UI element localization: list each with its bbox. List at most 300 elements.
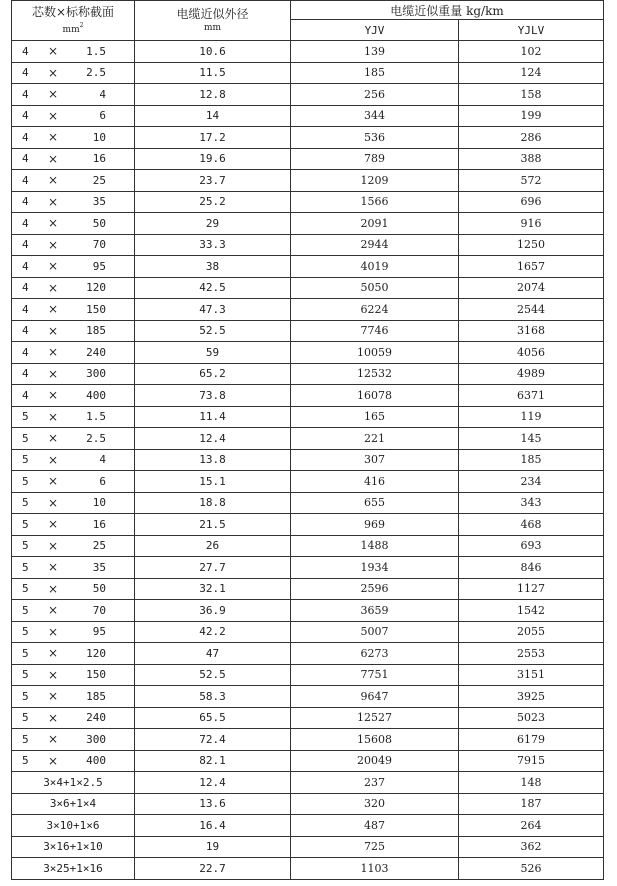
section-area: 120 (86, 646, 106, 660)
core-section-group (12, 471, 134, 492)
section-area: 10 (92, 130, 106, 144)
section-area: 35 (92, 195, 106, 209)
cell-outer-diameter: 14 (135, 105, 291, 127)
section-area: 300 (86, 367, 106, 381)
cell-yjv-weight: 5050 (291, 277, 459, 299)
times-icon: × (47, 302, 59, 317)
table-row (12, 363, 604, 385)
table-row (12, 707, 604, 729)
times-icon: × (47, 151, 59, 166)
cell-yjv-weight: 2944 (291, 234, 459, 256)
times-icon: × (47, 646, 59, 661)
core-section-group (12, 299, 134, 320)
cell-outer-diameter: 32.1 (135, 578, 291, 600)
cell-yjv-weight: 1934 (291, 557, 459, 579)
times-icon: × (47, 517, 59, 532)
core-count: 5 (22, 560, 29, 574)
cell-yjv-weight: 9647 (291, 686, 459, 708)
cell-outer-diameter: 33.3 (135, 234, 291, 256)
cell-outer-diameter: 22.7 (135, 858, 291, 880)
table-row (12, 299, 604, 321)
cell-yjlv-weight: 3151 (459, 664, 604, 686)
cell-outer-diameter: 23.7 (135, 170, 291, 192)
cell-outer-diameter: 52.5 (135, 320, 291, 342)
cell-yjlv-weight: 199 (459, 105, 604, 127)
table-row (12, 277, 604, 299)
cell-yjv-weight: 487 (291, 815, 459, 837)
core-section-group (12, 170, 134, 191)
core-section-group (12, 63, 134, 84)
cell-core-section: 3×16+1×10 (12, 836, 135, 858)
cell-core-section (12, 127, 135, 149)
cell-outer-diameter: 13.6 (135, 793, 291, 815)
section-area: 16 (92, 517, 106, 531)
core-count: 4 (22, 345, 29, 359)
section-area: 6 (99, 109, 106, 123)
cell-outer-diameter: 12.4 (135, 772, 291, 794)
section-area: 185 (86, 324, 106, 338)
core-section-group (12, 407, 134, 428)
cell-yjlv-weight: 5023 (459, 707, 604, 729)
core-section-group (12, 729, 134, 750)
cell-yjv-weight: 1566 (291, 191, 459, 213)
cell-core-section (12, 320, 135, 342)
core-count: 5 (22, 646, 29, 660)
cell-core-section: 3×4+1×2.5 (12, 772, 135, 794)
section-area: 2.5 (86, 66, 106, 80)
cell-core-section (12, 600, 135, 622)
cell-yjv-weight: 139 (291, 41, 459, 63)
cell-core-section (12, 170, 135, 192)
cell-core-section (12, 406, 135, 428)
cell-outer-diameter: 29 (135, 213, 291, 235)
cell-core-section (12, 621, 135, 643)
cell-yjv-weight: 655 (291, 492, 459, 514)
cell-outer-diameter: 36.9 (135, 600, 291, 622)
cell-yjv-weight: 344 (291, 105, 459, 127)
cell-yjv-weight: 320 (291, 793, 459, 815)
cell-yjlv-weight: 388 (459, 148, 604, 170)
cell-outer-diameter: 11.5 (135, 62, 291, 84)
core-section-group (12, 106, 134, 127)
times-icon: × (47, 194, 59, 209)
header-yjv: YJV (291, 20, 459, 41)
core-section-group (12, 192, 134, 213)
times-icon: × (47, 624, 59, 639)
core-count: 4 (22, 44, 29, 58)
core-section-group (12, 364, 134, 385)
cell-core-section (12, 578, 135, 600)
cell-yjv-weight: 6224 (291, 299, 459, 321)
cell-yjlv-weight: 696 (459, 191, 604, 213)
cell-yjv-weight: 221 (291, 428, 459, 450)
section-area: 2.5 (86, 431, 106, 445)
header-core-label: 芯数×标称截面 (31, 4, 115, 19)
cable-spec-table (11, 0, 604, 880)
cell-yjv-weight: 1103 (291, 858, 459, 880)
cell-core-section (12, 643, 135, 665)
core-count: 5 (22, 603, 29, 617)
core-section-group (12, 579, 134, 600)
cell-core-section (12, 471, 135, 493)
table-row (12, 815, 604, 837)
core-count: 5 (22, 474, 29, 488)
table-body (12, 41, 604, 880)
core-count: 4 (22, 87, 29, 101)
cell-core-section (12, 514, 135, 536)
times-icon: × (47, 345, 59, 360)
cell-yjlv-weight: 572 (459, 170, 604, 192)
cell-yjlv-weight: 6371 (459, 385, 604, 407)
section-area: 50 (92, 582, 106, 596)
core-count: 4 (22, 367, 29, 381)
core-section-group (12, 428, 134, 449)
section-area: 150 (86, 668, 106, 682)
section-area: 4 (99, 87, 106, 101)
section-area: 4 (99, 453, 106, 467)
times-icon: × (47, 474, 59, 489)
cell-outer-diameter: 12.8 (135, 84, 291, 106)
table-row (12, 471, 604, 493)
core-count: 4 (22, 66, 29, 80)
core-section-group (12, 557, 134, 578)
section-area: 35 (92, 560, 106, 574)
times-icon: × (47, 44, 59, 59)
cell-yjlv-weight: 2074 (459, 277, 604, 299)
cell-core-section (12, 750, 135, 772)
cell-core-section (12, 428, 135, 450)
cable-spec-table-wrapper (11, 0, 603, 880)
header-yjlv: YJLV (459, 20, 604, 41)
table-row (12, 256, 604, 278)
cell-yjv-weight: 165 (291, 406, 459, 428)
core-section-group (12, 450, 134, 471)
cell-yjv-weight: 237 (291, 772, 459, 794)
cell-outer-diameter: 16.4 (135, 815, 291, 837)
cell-outer-diameter: 27.7 (135, 557, 291, 579)
core-section-group (12, 514, 134, 535)
times-icon: × (47, 495, 59, 510)
cell-yjlv-weight: 4989 (459, 363, 604, 385)
section-area: 50 (92, 216, 106, 230)
table-row (12, 750, 604, 772)
cell-outer-diameter: 82.1 (135, 750, 291, 772)
table-row (12, 213, 604, 235)
cell-yjv-weight: 12532 (291, 363, 459, 385)
cell-yjlv-weight: 1657 (459, 256, 604, 278)
core-count: 4 (22, 302, 29, 316)
table-row (12, 858, 604, 880)
cell-core-section: 3×25+1×16 (12, 858, 135, 880)
table-row (12, 535, 604, 557)
cell-yjlv-weight: 846 (459, 557, 604, 579)
times-icon: × (47, 388, 59, 403)
times-icon: × (47, 366, 59, 381)
times-icon: × (47, 280, 59, 295)
cell-outer-diameter: 73.8 (135, 385, 291, 407)
times-icon: × (47, 431, 59, 446)
table-row (12, 664, 604, 686)
cell-outer-diameter: 11.4 (135, 406, 291, 428)
cell-core-section (12, 729, 135, 751)
header-core-section (12, 1, 135, 41)
table-row (12, 557, 604, 579)
core-section-group (12, 321, 134, 342)
section-area: 185 (86, 689, 106, 703)
cell-yjv-weight: 1488 (291, 535, 459, 557)
cell-yjlv-weight: 526 (459, 858, 604, 880)
core-section-group (12, 385, 134, 406)
core-section-group (12, 149, 134, 170)
cell-yjlv-weight: 343 (459, 492, 604, 514)
core-count: 4 (22, 324, 29, 338)
cell-outer-diameter: 18.8 (135, 492, 291, 514)
core-count: 5 (22, 711, 29, 725)
table-row (12, 514, 604, 536)
cell-core-section (12, 234, 135, 256)
table-row (12, 793, 604, 815)
times-icon: × (47, 87, 59, 102)
table-row (12, 600, 604, 622)
cell-yjv-weight: 1209 (291, 170, 459, 192)
cell-outer-diameter: 12.4 (135, 428, 291, 450)
section-area: 10 (92, 496, 106, 510)
core-section-group (12, 665, 134, 686)
core-section-group (12, 600, 134, 621)
core-count: 4 (22, 130, 29, 144)
cell-yjv-weight: 307 (291, 449, 459, 471)
times-icon: × (47, 65, 59, 80)
times-icon: × (47, 108, 59, 123)
cell-outer-diameter: 52.5 (135, 664, 291, 686)
cell-yjlv-weight: 145 (459, 428, 604, 450)
cell-yjlv-weight: 693 (459, 535, 604, 557)
table-row (12, 428, 604, 450)
times-icon: × (47, 753, 59, 768)
cell-yjv-weight: 20049 (291, 750, 459, 772)
cell-outer-diameter: 47 (135, 643, 291, 665)
cell-outer-diameter: 58.3 (135, 686, 291, 708)
cell-yjv-weight: 725 (291, 836, 459, 858)
section-area: 150 (86, 302, 106, 316)
cell-yjlv-weight: 2553 (459, 643, 604, 665)
table-row (12, 492, 604, 514)
times-icon: × (47, 452, 59, 467)
core-count: 5 (22, 582, 29, 596)
cell-yjv-weight: 256 (291, 84, 459, 106)
core-count: 5 (22, 517, 29, 531)
core-count: 5 (22, 668, 29, 682)
core-count: 5 (22, 625, 29, 639)
cell-yjlv-weight: 124 (459, 62, 604, 84)
cell-core-section (12, 213, 135, 235)
cell-core-section (12, 105, 135, 127)
cell-yjv-weight: 12527 (291, 707, 459, 729)
cell-yjv-weight: 16078 (291, 385, 459, 407)
cell-core-section (12, 342, 135, 364)
core-section-group (12, 643, 134, 664)
section-area: 6 (99, 474, 106, 488)
header-core-unit: $mm^2$ (62, 21, 84, 35)
cell-yjlv-weight: 3925 (459, 686, 604, 708)
core-count: 4 (22, 173, 29, 187)
cell-yjlv-weight: 6179 (459, 729, 604, 751)
core-section-group (12, 235, 134, 256)
cell-core-section (12, 148, 135, 170)
core-count: 4 (22, 388, 29, 402)
cell-core-section (12, 557, 135, 579)
header-weight: 电缆近似重量 kg/km (291, 1, 604, 20)
table-row (12, 836, 604, 858)
section-area: 95 (92, 625, 106, 639)
cell-outer-diameter: 15.1 (135, 471, 291, 493)
section-area: 400 (86, 388, 106, 402)
table-row (12, 170, 604, 192)
cell-yjv-weight: 2596 (291, 578, 459, 600)
cell-outer-diameter: 72.4 (135, 729, 291, 751)
cell-core-section (12, 62, 135, 84)
times-icon: × (47, 667, 59, 682)
cell-outer-diameter: 65.2 (135, 363, 291, 385)
times-icon: × (47, 581, 59, 596)
core-count: 4 (22, 281, 29, 295)
cell-outer-diameter: 65.5 (135, 707, 291, 729)
table-row (12, 772, 604, 794)
section-area: 240 (86, 345, 106, 359)
section-area: 70 (92, 603, 106, 617)
core-section-group (12, 751, 134, 772)
cell-yjlv-weight: 7915 (459, 750, 604, 772)
header-od-unit: mm (203, 22, 222, 33)
times-icon: × (47, 237, 59, 252)
cell-core-section (12, 191, 135, 213)
core-count: 5 (22, 689, 29, 703)
core-count: 4 (22, 216, 29, 230)
cell-outer-diameter: 47.3 (135, 299, 291, 321)
cell-yjlv-weight: 468 (459, 514, 604, 536)
cell-core-section (12, 707, 135, 729)
table-row (12, 191, 604, 213)
cell-core-section (12, 385, 135, 407)
core-section-group (12, 213, 134, 234)
cell-yjlv-weight: 286 (459, 127, 604, 149)
cell-yjv-weight: 789 (291, 148, 459, 170)
section-area: 1.5 (86, 44, 106, 58)
cell-outer-diameter: 19 (135, 836, 291, 858)
cell-outer-diameter: 19.6 (135, 148, 291, 170)
cell-yjlv-weight: 264 (459, 815, 604, 837)
cell-outer-diameter: 59 (135, 342, 291, 364)
times-icon: × (47, 689, 59, 704)
table-row (12, 686, 604, 708)
table-row (12, 41, 604, 63)
core-section-group (12, 278, 134, 299)
core-count: 4 (22, 152, 29, 166)
table-row (12, 234, 604, 256)
cell-core-section (12, 84, 135, 106)
core-section-group (12, 686, 134, 707)
core-count: 4 (22, 259, 29, 273)
section-area: 95 (92, 259, 106, 273)
section-area: 70 (92, 238, 106, 252)
table-row (12, 385, 604, 407)
cell-outer-diameter: 38 (135, 256, 291, 278)
cell-yjlv-weight: 4056 (459, 342, 604, 364)
times-icon: × (47, 259, 59, 274)
table-row (12, 320, 604, 342)
cell-core-section (12, 535, 135, 557)
section-area: 300 (86, 732, 106, 746)
cell-yjv-weight: 2091 (291, 213, 459, 235)
core-count: 5 (22, 431, 29, 445)
cell-outer-diameter: 42.5 (135, 277, 291, 299)
times-icon: × (47, 173, 59, 188)
table-row (12, 578, 604, 600)
table-row (12, 729, 604, 751)
cell-yjv-weight: 10059 (291, 342, 459, 364)
table-row (12, 148, 604, 170)
cell-core-section: 3×10+1×6 (12, 815, 135, 837)
cell-yjlv-weight: 1250 (459, 234, 604, 256)
table-row (12, 62, 604, 84)
cell-core-section (12, 686, 135, 708)
cell-core-section (12, 492, 135, 514)
section-area: 16 (92, 152, 106, 166)
cell-yjv-weight: 7746 (291, 320, 459, 342)
section-area: 25 (92, 539, 106, 553)
cell-outer-diameter: 21.5 (135, 514, 291, 536)
cell-core-section (12, 664, 135, 686)
cell-core-section (12, 41, 135, 63)
core-count: 4 (22, 195, 29, 209)
core-section-group (12, 493, 134, 514)
core-section-group (12, 41, 134, 62)
cell-yjlv-weight: 185 (459, 449, 604, 471)
times-icon: × (47, 130, 59, 145)
cell-yjlv-weight: 102 (459, 41, 604, 63)
core-count: 5 (22, 496, 29, 510)
cell-yjv-weight: 969 (291, 514, 459, 536)
cell-yjv-weight: 185 (291, 62, 459, 84)
cell-yjv-weight: 3659 (291, 600, 459, 622)
cell-core-section (12, 363, 135, 385)
core-section-group (12, 708, 134, 729)
cell-core-section: 3×6+1×4 (12, 793, 135, 815)
table-row (12, 84, 604, 106)
times-icon: × (47, 216, 59, 231)
cell-core-section (12, 277, 135, 299)
cell-yjlv-weight: 3168 (459, 320, 604, 342)
times-icon: × (47, 732, 59, 747)
table-row (12, 342, 604, 364)
core-section-group (12, 536, 134, 557)
cell-core-section (12, 299, 135, 321)
section-area: 1.5 (86, 410, 106, 424)
header-outer-diameter (135, 1, 291, 41)
table-header (12, 1, 604, 41)
cell-outer-diameter: 13.8 (135, 449, 291, 471)
times-icon: × (47, 603, 59, 618)
core-section-group (12, 127, 134, 148)
cell-yjlv-weight: 158 (459, 84, 604, 106)
cell-outer-diameter: 26 (135, 535, 291, 557)
core-section-group (12, 622, 134, 643)
cell-yjlv-weight: 119 (459, 406, 604, 428)
core-section-group (12, 84, 134, 105)
section-area: 400 (86, 754, 106, 768)
cell-outer-diameter: 10.6 (135, 41, 291, 63)
core-count: 4 (22, 109, 29, 123)
